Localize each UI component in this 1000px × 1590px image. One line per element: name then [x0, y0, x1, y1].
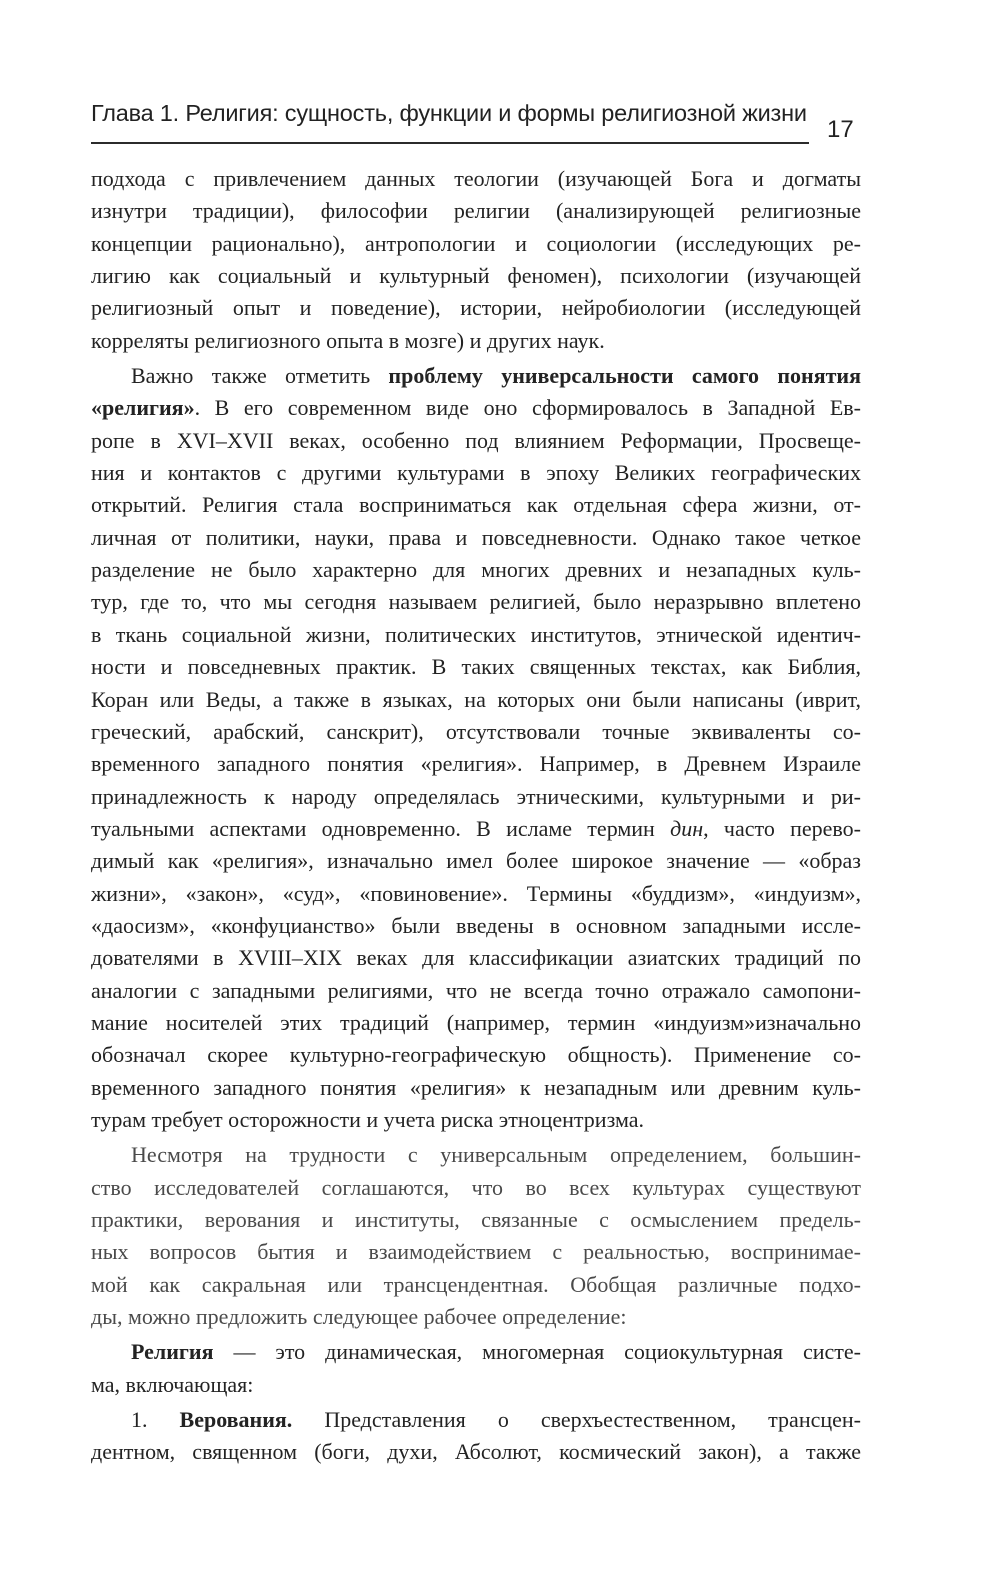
text-line: Несмотря на трудности с универсальным определением, большин- — [131, 1142, 861, 1168]
text-line: временного западного понятия «религия». Например, в Древнем Израиле — [91, 751, 861, 777]
text-line: Коран или Веды, а также в языках, на которых они были написаны (иврит, — [91, 686, 861, 712]
text-line: обозначал скорее культурно-географическую общность). Применение со- — [91, 1042, 861, 1068]
running-head-title: Глава 1. Религия: сущность, функции и формы религиозной жизни — [91, 100, 807, 126]
emphasis-bold: «религия» — [91, 395, 195, 421]
text-line: мой как сакральная или трансцендентная. Обобщая различные подхо- — [91, 1271, 861, 1297]
text-line: в ткань социальной жизни, политических институтов, этнической идентич- — [91, 621, 861, 647]
text-line: личная от политики, науки, права и повседневности. Однако такое четкое — [91, 524, 861, 550]
text-line: лигию как социальный и культурный феномен), психологии (изучающей — [91, 263, 861, 289]
text-line: ных вопросов бытия и взаимодействием с реальностью, воспринимае- — [91, 1239, 861, 1265]
text-line — [91, 392, 861, 424]
body-text — [91, 163, 861, 1469]
text-line: аналогии с западными религиями, что не всегда точно отражало самопони- — [91, 977, 861, 1003]
paragraph-definition — [91, 1336, 861, 1401]
text-line: жизни», «закон», «суд», «повиновение». Термины «буддизм», «индуизм», — [91, 880, 861, 906]
text-line: разделение не было характерно для многих древних и незападных куль- — [91, 557, 861, 583]
text-line: димый как «религия», изначально имел более широкое значение — «образ — [91, 848, 861, 874]
emphasis-bold: проблему универсальности самого понятия — [388, 363, 861, 389]
text-line — [91, 1404, 861, 1436]
text-line: дователями в XVIII–XIX веках для классификации азиатских традиций по — [91, 945, 861, 971]
text-line: открытий. Религия стала восприниматься как отдельная сфера жизни, от- — [91, 492, 861, 518]
text-line: концепции рационально), антропологии и социологии (исследующих ре- — [91, 230, 861, 256]
text-line: корреляты религиозного опыта в мозге) и других наук. — [91, 327, 605, 353]
text-line: мание носителей этих традиций (например, термин «индуизм»изначально — [91, 1009, 861, 1035]
header-rule — [91, 142, 809, 144]
text-line — [91, 360, 861, 392]
text-run: — это динамическая, многомерная социокультурная систе- — [213, 1339, 861, 1365]
list-item-term: Верования. — [179, 1407, 293, 1433]
text-line — [91, 1336, 861, 1368]
text-line: религиозный опыт и поведение), истории, нейробиологии (исследующей — [91, 295, 861, 321]
text-line: «даосизм», «конфуцианство» были введены в основном западными иссле- — [91, 912, 861, 938]
text-run: , часто перево- — [703, 815, 861, 841]
list-number: 1. — [131, 1407, 180, 1433]
paragraph-1 — [91, 163, 861, 357]
page-number: 17 — [827, 116, 854, 143]
text-line: тур, где то, что мы сегодня называем религией, было неразрывно вплетено — [91, 589, 861, 615]
text-line: ния и контактов с другими культурами в эпоху Великих географических — [91, 460, 861, 486]
text-line: принадлежность к народу определялась этническими, культурными и ри- — [91, 783, 861, 809]
text-line: ности и повседневных практик. В таких священных текстах, как Библия, — [91, 654, 861, 680]
text-line: ма, включающая: — [91, 1371, 254, 1397]
list-item-1 — [91, 1404, 861, 1469]
text-run: Представления о сверхъестественном, трансцен- — [292, 1407, 861, 1433]
paragraph-2 — [91, 360, 861, 1136]
text-line: дентном, священном (боги, духи, Абсолют, космический закон), а также — [91, 1439, 861, 1465]
text-run: Важно также отметить — [131, 363, 389, 389]
text-line: практики, верования и институты, связанные с осмыслением предель- — [91, 1207, 861, 1232]
text-line: подхода с привлечением данных теологии (изучающей Бога и догматы — [91, 166, 861, 191]
text-line: турам требует осторожности и учета риска этноцентризма. — [91, 1106, 644, 1132]
paragraph-3 — [91, 1139, 861, 1333]
text-line: ство исследователей соглашаются, что во всех культурах существуют — [91, 1174, 861, 1200]
text-line: изнутри традиции), философии религии (анализирующей религиозные — [91, 198, 861, 224]
definition-term: Религия — [131, 1339, 214, 1365]
text-run: . В его современном виде оно сформировалось в Западной Ев- — [194, 395, 861, 421]
text-line — [91, 813, 861, 845]
text-line: греческий, арабский, санскрит), отсутствовали точные эквиваленты со- — [91, 718, 861, 744]
text-line: ды, можно предложить следующее рабочее определение: — [91, 1304, 627, 1330]
text-line: ропе в XVI–XVII веках, особенно под влиянием Реформации, Просвеще- — [91, 427, 861, 453]
emphasis-italic: дин — [670, 815, 704, 841]
text-run: туальными аспектами одновременно. В исламе термин — [91, 815, 671, 841]
text-line: временного западного понятия «религия» к незападным или древним куль- — [91, 1074, 861, 1100]
